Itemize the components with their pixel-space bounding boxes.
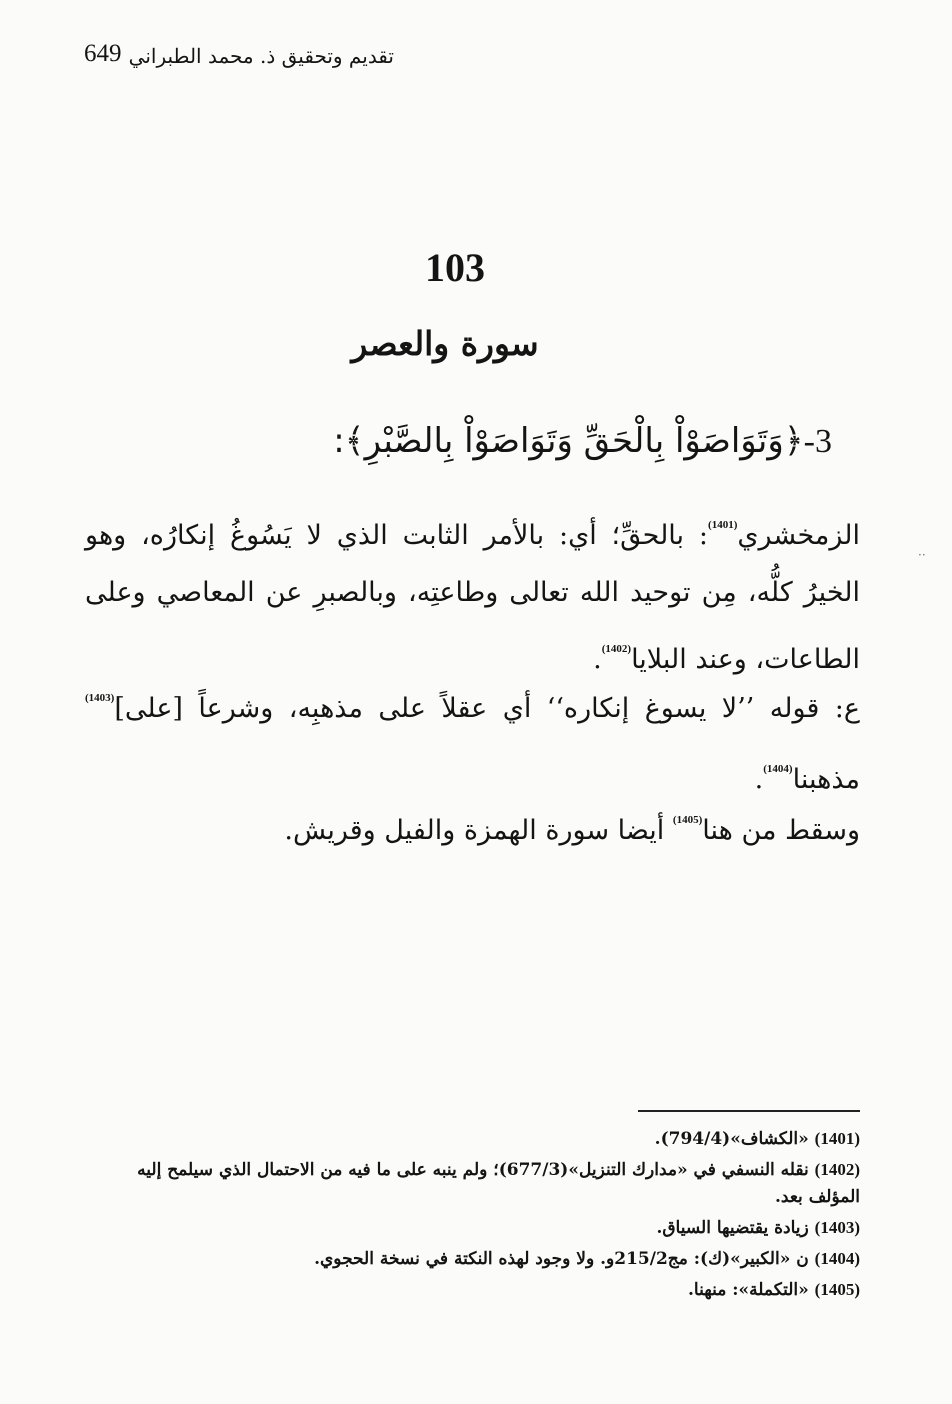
footnote-item — [85, 1156, 860, 1211]
footnote-number: (1403) — [814, 1218, 860, 1237]
paragraph-text: ع: قوله ’’لا يسوغ إنكاره‘‘ أي عقلاً على مذهبِه، وشرعاً [على] — [114, 693, 860, 724]
footnote-separator — [638, 1110, 860, 1112]
footnote-text: ن «الكبير»(ك): مج215/2و. ولا وجود لهذه النكتة في نسخة الحجوي. — [314, 1249, 815, 1269]
footnote-text: «التكملة»: منهنا. — [688, 1280, 815, 1300]
verse-text: ﴿وَتَوَاصَوْاْ بِالْحَقِّ وَتَوَاصَوْاْ بِالصَّبْرِ﴾: — [333, 421, 804, 461]
page-number: 649 — [84, 40, 122, 67]
paragraph-text: مذهبنا — [792, 764, 860, 795]
footnote-number: (1404) — [814, 1249, 860, 1268]
omission-note-paragraph — [85, 792, 860, 859]
footnote-number: (1402) — [814, 1160, 860, 1179]
page-header — [84, 40, 394, 80]
footnote-ref-1402[interactable]: (1402) — [601, 643, 632, 655]
footnote-item — [85, 1214, 860, 1242]
footnote-text: زيادة يقتضيها السياق. — [656, 1218, 815, 1238]
surah-title: سورة والعصر — [351, 324, 539, 363]
paragraph-text: . — [754, 764, 764, 795]
paragraph-text: الزمخشري — [737, 520, 860, 551]
footnote-ref-1404[interactable]: (1404) — [763, 763, 793, 775]
verse-line — [333, 420, 832, 461]
commentary-paragraph-ain — [85, 668, 860, 810]
paragraph-text: : بالحقِّ؛ أي: بالأمر الثابت الذي لا يَسُوغُ إنكارُه، وهو الخيرُ كلُّه، مِن توحيد الله تعالى وطاعتِه، وبالصبرِ عن المعاصي وعلى الطاعات، وعند البلايا — [85, 520, 860, 675]
footnote-text: «الكشاف»(794/4). — [654, 1129, 815, 1149]
footnote-number: (1405) — [814, 1280, 860, 1299]
paragraph-text: وسقط من هنا — [702, 815, 860, 846]
footnote-ref-1403[interactable]: (1403) — [85, 692, 115, 704]
footnote-item — [85, 1125, 860, 1153]
footnote-text: نقله النسفي في «مدارك التنزيل»(677/3)؛ ولم ينبه على ما فيه من الاحتمال الذي سيلمح إليه المؤلف بعد. — [137, 1160, 860, 1207]
footnote-ref-1405[interactable]: (1405) — [672, 814, 703, 826]
footnotes — [85, 1125, 860, 1307]
paragraph-text: أيضا سورة الهمزة والفيل وقريش. — [284, 815, 673, 846]
surah-number: 103 — [425, 245, 485, 290]
scan-speck: ·· — [918, 548, 926, 562]
footnote-item — [85, 1276, 860, 1304]
footnote-ref-1401[interactable]: (1401) — [708, 519, 738, 531]
commentary-paragraph-zamakhshari — [85, 497, 860, 688]
footnote-number: (1401) — [814, 1129, 860, 1148]
verse-number: 3- — [803, 423, 832, 460]
running-head: تقديم وتحقيق ذ. محمد الطبراني — [128, 44, 394, 68]
footnote-item — [85, 1245, 860, 1273]
paragraph-text: . — [593, 644, 602, 675]
